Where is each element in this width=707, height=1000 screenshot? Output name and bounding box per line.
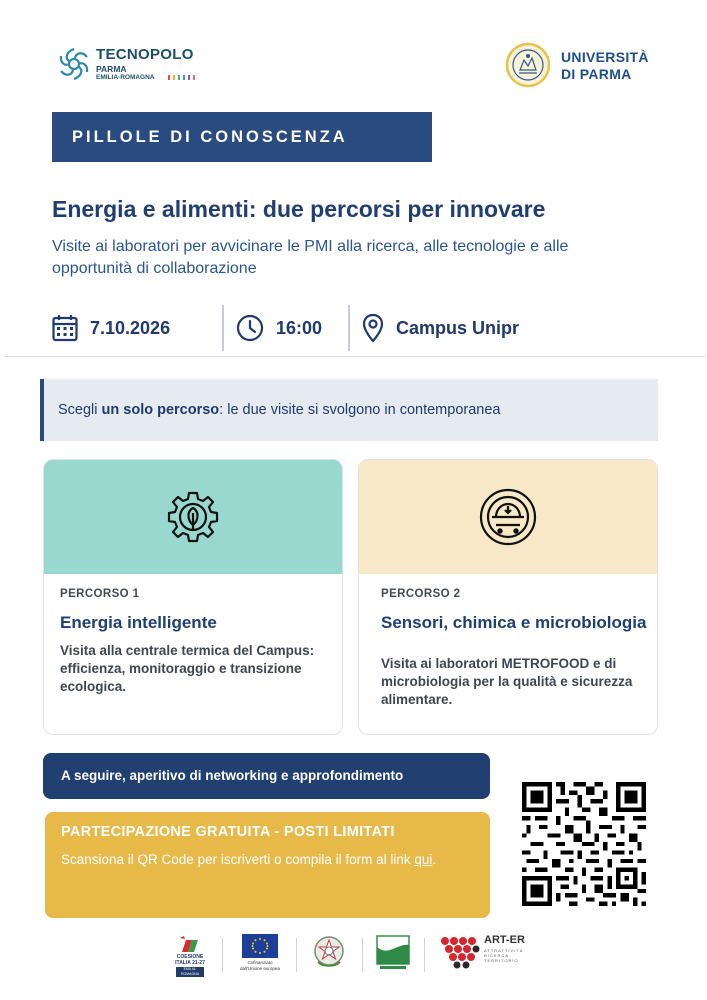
separator <box>222 938 223 972</box>
percorso-card-2 <box>358 459 658 735</box>
clock-icon <box>236 314 264 342</box>
art-er-tagline <box>484 948 523 963</box>
tecnopolo-region: EMILIA-ROMAGNA <box>96 74 155 81</box>
place-info <box>362 305 519 351</box>
eu-line2: dall'Unione europea <box>240 966 280 971</box>
separator <box>424 938 425 972</box>
registration-text-body: Scansiona il QR Code per iscriverti o compila il form al link <box>61 852 415 867</box>
universita-line1: UNIVERSITÀ <box>561 49 649 65</box>
regione-emilia-romagna-icon <box>376 935 410 971</box>
tecnopolo-logo <box>56 44 216 84</box>
art-er-line2: RICERCA <box>484 953 510 958</box>
tecnopolo-mark-icon <box>56 46 92 82</box>
card-description: Visita ai laboratori METROFOOD e di microbiologia per la qualità e sicurezza alimentare. <box>381 656 633 707</box>
calendar-icon <box>52 314 78 342</box>
separator <box>296 938 297 972</box>
card-kicker: PERCORSO 1 <box>60 588 140 600</box>
university-seal-icon <box>505 42 551 88</box>
notice-text <box>58 402 500 418</box>
registration-text <box>61 850 461 869</box>
art-er-line3: TERRITORIO <box>484 958 519 963</box>
card-description: Visita alla centrale termica del Campus: efficienza, monitoraggio e transizione ecologica. <box>60 643 315 694</box>
date-text: 7.10.2026 <box>90 317 171 338</box>
separator <box>348 305 350 351</box>
location-pin-icon <box>362 313 384 343</box>
event-info-row <box>48 305 608 351</box>
time-info <box>236 305 322 351</box>
separator <box>222 305 224 351</box>
card-header <box>359 460 657 574</box>
divider <box>4 356 706 357</box>
sensor-dish-icon <box>478 487 538 547</box>
universita-line2: DI PARMA <box>561 66 632 82</box>
aperitivo-banner: A seguire, aperitivo di networking e approfondimento <box>43 753 490 799</box>
gear-leaf-icon <box>165 489 221 545</box>
series-banner: PILLOLE DI CONOSCENZA <box>52 112 432 162</box>
coesione-line3: EMILIA-ROMAGNA <box>176 967 204 977</box>
notice-part2: : le due visite si svolgono in contemporanea <box>219 402 501 418</box>
notice-part1: Scegli <box>58 402 102 418</box>
event-subtitle: Visite ai laboratori per avvicinare le PMI alla ricerca, alle tecnologie e alle opportunità di collaborazione <box>52 238 569 277</box>
registration-box <box>45 812 490 918</box>
qr-code[interactable] <box>522 782 646 906</box>
repubblica-emblem-icon <box>312 934 346 970</box>
art-er-logo <box>440 934 532 974</box>
coesione-italia-mark-icon <box>170 934 210 954</box>
place-text: Campus Unipr <box>396 317 520 338</box>
eu-flag-icon <box>242 934 278 958</box>
registration-text-end: . <box>432 852 437 867</box>
tecnopolo-name: TECNOPOLO <box>96 46 194 63</box>
card-kicker: PERCORSO 2 <box>381 588 461 600</box>
date-info <box>52 305 170 351</box>
separator <box>362 938 363 972</box>
notice-box <box>40 379 658 441</box>
card-title: Sensori, chimica e microbiologia <box>381 613 647 632</box>
art-er-name: ART-ER <box>484 934 525 946</box>
card-header <box>44 460 342 574</box>
registration-link[interactable]: qui <box>414 852 433 867</box>
tecnopolo-city: PARMA <box>96 64 127 74</box>
percorso-card-1 <box>43 459 343 735</box>
notice-bold: un solo percorso <box>101 402 220 418</box>
universita-parma-logo <box>505 42 665 88</box>
coesione-line2: ITALIA 21-27 <box>175 960 205 966</box>
coesione-italia-logo <box>170 934 210 974</box>
card-title: Energia intelligente <box>60 613 217 632</box>
registration-title: PARTECIPAZIONE GRATUITA - POSTI LIMITATI <box>61 824 395 840</box>
eu-logo <box>236 934 284 974</box>
event-title: Energia e alimenti: due percorsi per innovare <box>52 196 546 222</box>
art-er-line1: ATTRATTIVITÀ <box>484 948 524 953</box>
coesione-line1: COESIONE <box>176 954 204 960</box>
art-er-mark-icon <box>440 936 482 970</box>
tecnopolo-color-dots <box>168 75 195 80</box>
time-text: 16:00 <box>276 317 323 338</box>
eu-line1: Cofinanziato <box>247 960 273 965</box>
